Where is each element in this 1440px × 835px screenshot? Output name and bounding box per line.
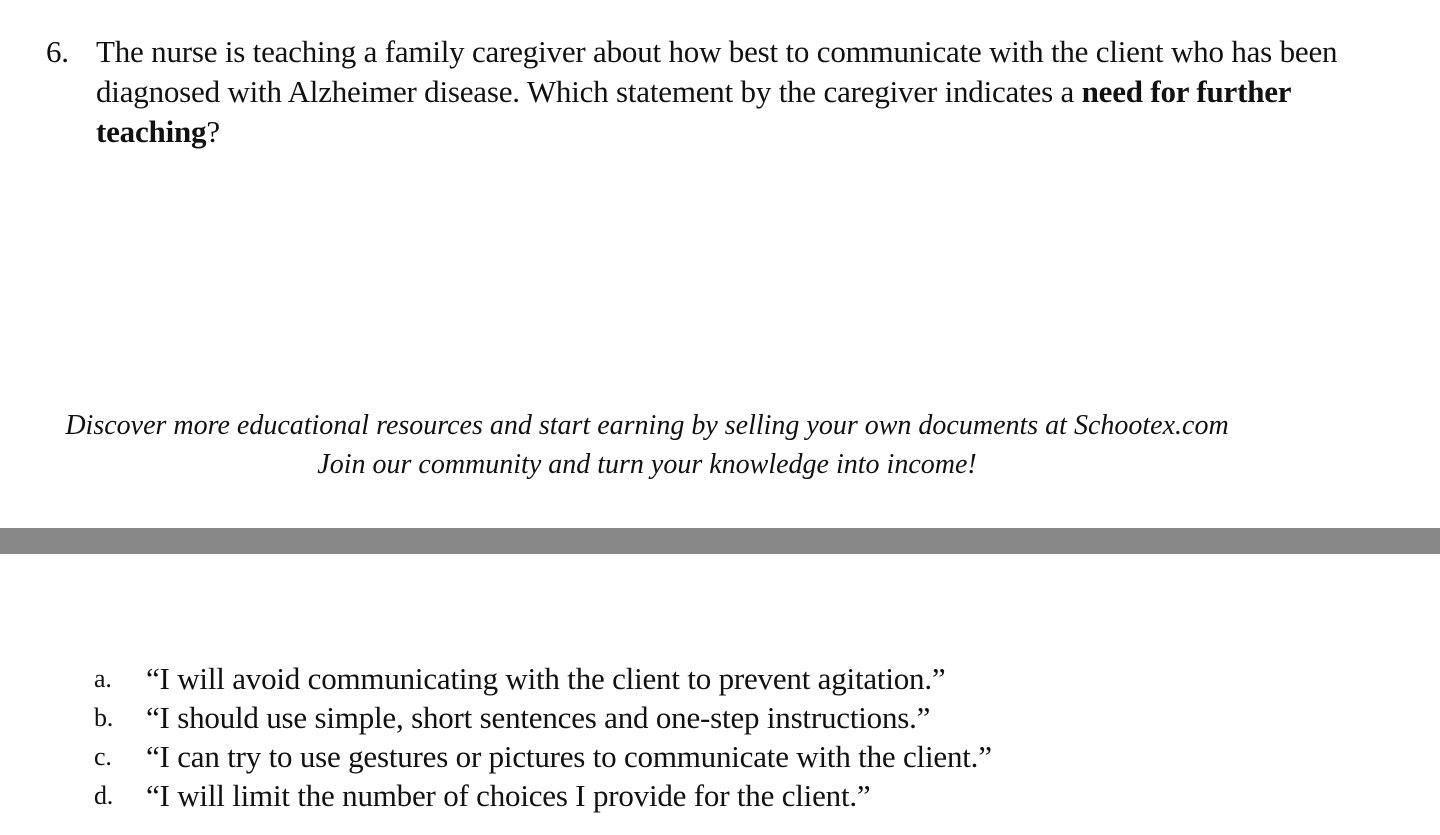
answer-options [94,659,1394,815]
page-divider [0,528,1440,554]
answer-option-d [94,776,1394,815]
option-letter: c. [94,742,112,771]
answer-option-a [94,659,1394,698]
option-text: “I should use simple, short sentences and one-step instructions.” [146,700,931,735]
option-text: “I will limit the number of choices I provide for the client.” [146,778,871,813]
question-text [96,32,1386,152]
promo-line-1: Discover more educational resources and start earning by selling your own documents at Schootex.com [65,410,1229,441]
answer-option-c [94,737,1394,776]
question-emphasis: need for further teaching [96,74,1291,149]
option-letter: d. [94,781,114,810]
question-stem: The nurse is teaching a family caregiver about how best to communicate with the client who has been diagnosed with Alzheimer disease. Which statement by the caregiver indicates a [96,34,1338,109]
option-text: “I can try to use gestures or pictures to communicate with the client.” [146,739,992,774]
option-letter: b. [94,703,114,732]
option-letter: a. [94,664,112,693]
question-end-mark: ? [206,114,220,149]
option-text: “I will avoid communicating with the client to prevent agitation.” [146,661,946,696]
answer-option-b [94,698,1394,737]
question-number: 6. [46,34,69,69]
promo-line-2: Join our community and turn your knowledge into income! [317,449,977,480]
question-block [46,32,1386,152]
